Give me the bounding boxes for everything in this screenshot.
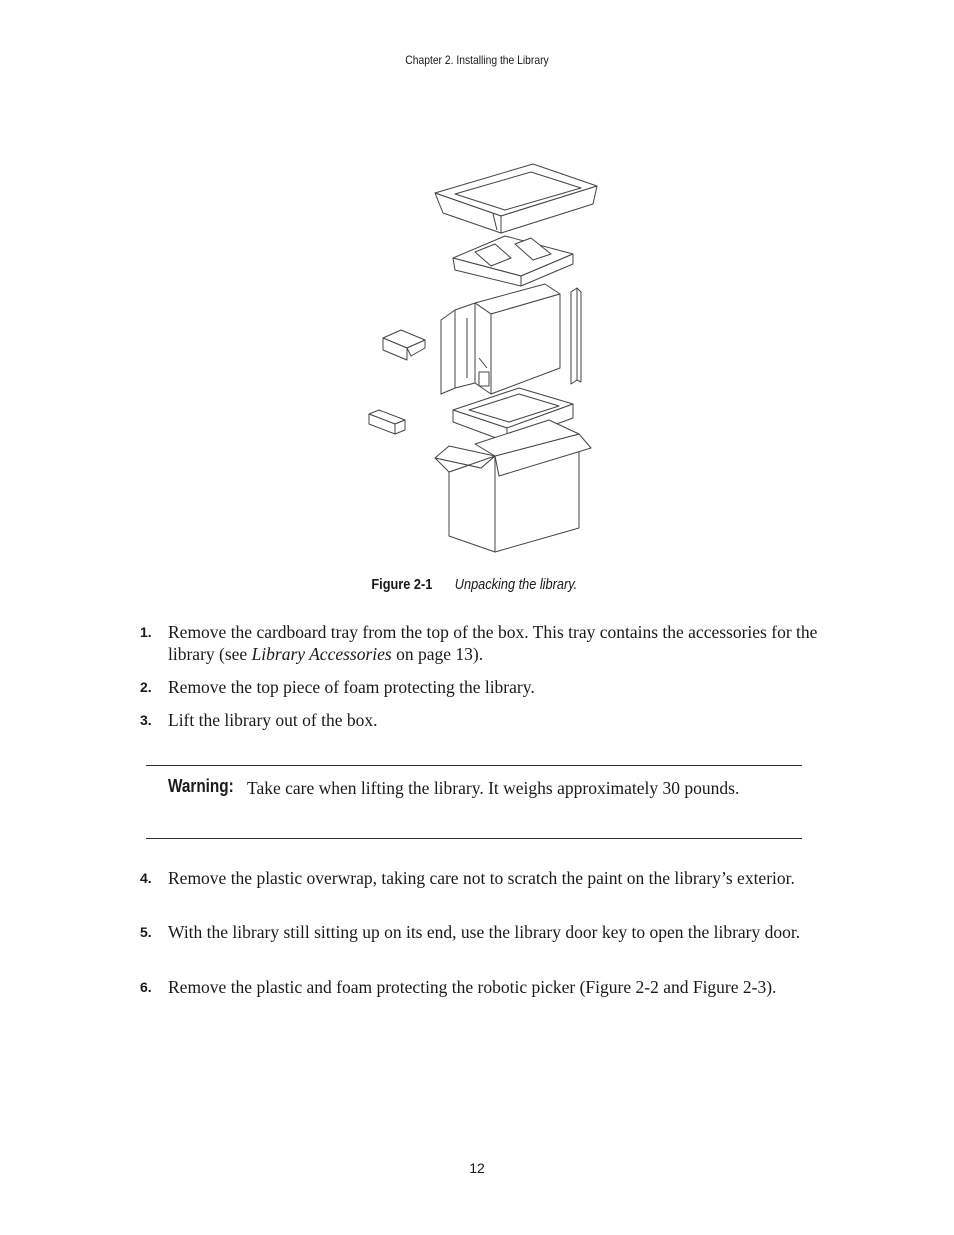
- step-text: Remove the top piece of foam protecting the library.: [168, 677, 535, 697]
- running-header: Chapter 2. Installing the Library: [405, 53, 549, 67]
- warning-text: Take care when lifting the library. It weighs approximately 30 pounds.: [247, 778, 740, 798]
- figure-label: Figure 2-1: [371, 576, 433, 593]
- figure-caption: [0, 576, 954, 593]
- step-text: With the library still sitting up on its end, use the library door key to open the library door.: [168, 922, 801, 942]
- top-foam-illustration: [453, 236, 573, 286]
- step-number: 2.: [140, 679, 152, 695]
- step-number: 4.: [140, 870, 152, 886]
- step-number: 1.: [140, 624, 152, 640]
- library-accessories-link[interactable]: Library Accessories: [251, 644, 392, 664]
- step-4: [140, 867, 840, 889]
- step-1: [140, 621, 840, 665]
- step-3: [140, 709, 840, 731]
- warning-box: [146, 765, 802, 839]
- step-text: Remove the cardboard tray from the top of the box. This tray contains the accessories for the library (see Library Accessories on page 13).: [168, 622, 818, 664]
- figure-caption-text: Unpacking the library.: [454, 576, 578, 593]
- step-text: Remove the plastic overwrap, taking care not to scratch the paint on the library’s exterior.: [168, 868, 795, 888]
- step-number: 3.: [140, 712, 152, 728]
- side-rail-illustration: [571, 288, 581, 384]
- shipping-box-illustration: [435, 420, 591, 552]
- step-text: Remove the plastic and foam protecting the robotic picker (Figure 2-2 and Figure 2-3).: [168, 977, 777, 997]
- step-number: 5.: [140, 924, 152, 940]
- step-6: [140, 976, 840, 998]
- step-text: Lift the library out of the box.: [168, 710, 378, 730]
- step-2: [140, 676, 840, 698]
- unpacking-figure: [355, 158, 615, 558]
- bracket-illustration: [383, 330, 425, 360]
- cardboard-tray-illustration: [435, 164, 597, 233]
- accessory-box-illustration: [369, 410, 405, 434]
- page-number: 12: [469, 1160, 485, 1176]
- warning-label: Warning:: [168, 776, 234, 796]
- step-number: 6.: [140, 979, 152, 995]
- library-unit-illustration: [441, 284, 560, 394]
- step-5: [140, 921, 840, 943]
